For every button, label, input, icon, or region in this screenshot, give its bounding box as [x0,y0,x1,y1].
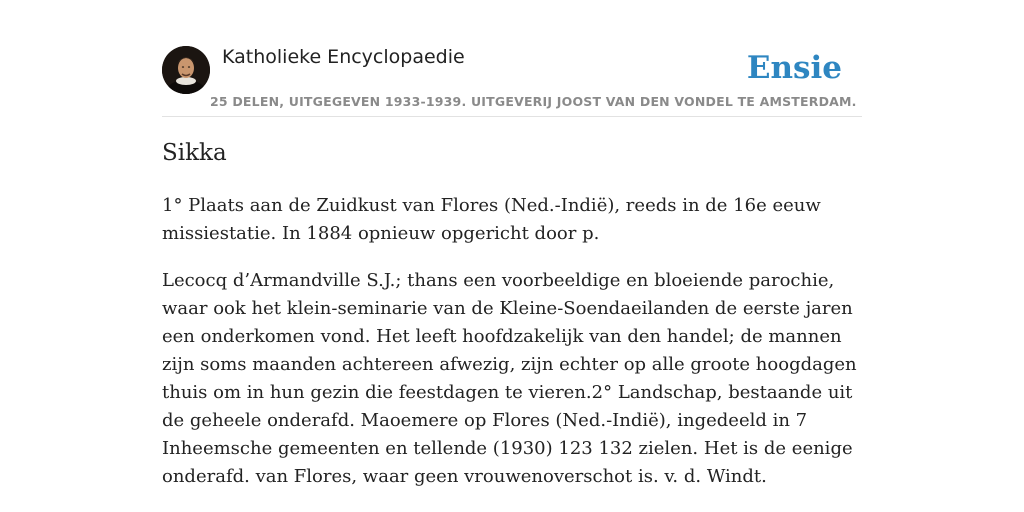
brand-logo[interactable]: Ensie [746,50,842,86]
article-paragraph: Lecocq d’Armandville S.J.; thans een voorbeeldige en bloeiende parochie, waar ook het klein-seminarie van de Kleine-Soendaeilanden de eerste jaren een onderkomen vond. Het leeft hoofdzakelijk van den handel; de mannen zijn soms maanden achtereen afwezig, zijn echter op alle groote hoogdagen thuis om in hun gezin die feestdagen te vieren.2° Landschap, bestaande uit de geheele onderafd. Maoemere op Flores (Ned.-Indië), ingedeeld in 7 Inheemsche gemeenten en tellende (1930) 123 132 zielen. Het is de eenige onderafd. van Flores, waar geen vrouwenoverschot is. v. d. Windt. [162,270,857,487]
article-paragraph: 1° Plaats aan de Zuidkust van Flores (Ned.-Indië), reeds in de 16e eeuw missiestatie. In 1884 opnieuw opgericht door p. [162,195,821,244]
source-header [162,40,862,117]
article-body [162,192,862,510]
source-subtitle: 25 DELEN, UITGEGEVEN 1933-1939. UITGEVERIJ JOOST VAN DEN VONDEL TE AMSTERDAM. [210,94,857,109]
article-title: Sikka [162,140,227,166]
source-title[interactable]: Katholieke Encyclopaedie [222,46,465,68]
portrait-icon [162,46,210,94]
avatar[interactable] [162,46,210,94]
